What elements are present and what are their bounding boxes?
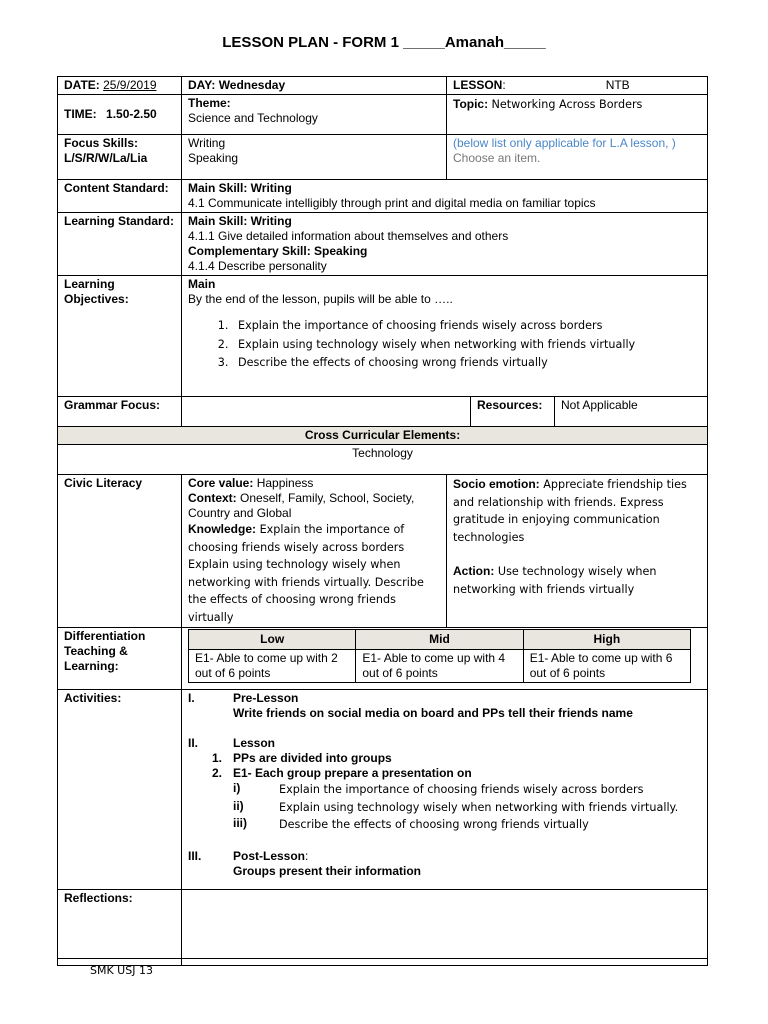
time-value: 1.50-2.50: [106, 107, 157, 121]
learning-standard-label: Learning Standard:: [58, 213, 182, 276]
day-value: Wednesday: [218, 78, 286, 92]
theme-value: Science and Technology: [188, 111, 318, 125]
resources-value: Not Applicable: [555, 397, 708, 427]
reflections-cell: [182, 890, 708, 966]
theme-cell: Theme: Science and Technology: [182, 95, 447, 135]
level-high-text: E1- Able to come up with 6 out of 6 points: [523, 650, 690, 683]
reflections-label: Reflections:: [58, 890, 182, 966]
focus-note: (below list only applicable for L.A lesson, ): [453, 136, 676, 150]
socio-emotion-cell: Socio emotion: Appreciate friendship ties and relationship with friends. Express gratitude in enjoying communication technologies Action: Use technology wisely when networking with friends virtually: [447, 475, 708, 628]
topic-cell: Topic: Networking Across Borders: [447, 95, 708, 135]
cce-value: Technology: [58, 445, 708, 475]
differentiation-label: Differentiation Teaching & Learning:: [58, 628, 182, 690]
level-mid-text: E1- Able to come up with 4 out of 6 points: [356, 650, 523, 683]
pre-lesson-text: Write friends on social media on board and PPs tell their friends name: [233, 706, 633, 720]
day-cell: DAY: Wednesday: [182, 77, 447, 95]
date-cell: DATE: 25/9/2019: [58, 77, 182, 95]
level-low-header: Low: [189, 630, 356, 650]
date-value: 25/9/2019: [103, 78, 157, 92]
cce-header: Cross Curricular Elements:: [58, 427, 708, 445]
learning-objectives-cell: Main By the end of the lesson, pupils will be able to ….. 1. Explain the importance of choosing friends wisely across borders 2. Explain using technology wisely when networking with friends virtually 3. Describe the effects of choosing wrong friends virtually: [182, 276, 708, 397]
list-item: 3. Describe the effects of choosing wrong friends virtually: [232, 354, 701, 373]
lesson-value: NTB: [605, 78, 630, 92]
lesson-plan-table: [57, 76, 708, 966]
content-standard-text: 4.1 Communicate intelligibly through print and digital media on familiar topics: [188, 196, 596, 210]
resources-label: Resources:: [471, 397, 555, 427]
learning-standard-cell: Main Skill: Writing 4.1.1 Give detailed information about themselves and others Complementary Skill: Speaking 4.1.4 Describe personality: [182, 213, 708, 276]
focus-label: Focus Skills: L/S/R/W/La/Lia: [58, 135, 182, 180]
footer-divider: [57, 958, 707, 959]
civic-literacy-label: Civic Literacy: [58, 475, 182, 628]
level-mid-header: Mid: [356, 630, 523, 650]
sub-item: Explain the importance of choosing friends wisely across borders: [279, 783, 644, 796]
differentiation-table: [188, 629, 691, 683]
differentiation-cell: [182, 628, 708, 690]
grammar-focus-label: Grammar Focus:: [58, 397, 182, 427]
footer-text: SMK USJ 13: [90, 964, 153, 977]
sub-item: Describe the effects of choosing wrong friends virtually: [279, 818, 589, 831]
page-title: LESSON PLAN - FORM 1 _____Amanah_____: [222, 34, 546, 51]
level-high-header: High: [523, 630, 690, 650]
content-standard-label: Content Standard:: [58, 180, 182, 213]
lesson-cell: LESSON: NTB: [447, 77, 708, 95]
civic-values-cell: Core value: Happiness Context: Oneself, Family, School, Society, Country and Global Knowledge: Explain the importance of choosing friends wisely across borders Explain using technology wisely when networking with friends virtually. Describe the effects of choosing wrong friends virtually: [182, 475, 447, 628]
level-low-text: E1- Able to come up with 2 out of 6 points: [189, 650, 356, 683]
learning-objectives-label: Learning Objectives:: [58, 276, 182, 397]
sub-item: Explain using technology wisely when networking with friends virtually.: [279, 800, 679, 814]
list-item: 1. Explain the importance of choosing friends wisely across borders: [232, 317, 701, 336]
time-cell: TIME: 1.50-2.50: [58, 95, 182, 135]
list-item: 2. Explain using technology wisely when networking with friends virtually: [232, 336, 701, 355]
focus-skills-cell: [182, 135, 447, 180]
topic-value: Networking Across Borders: [491, 98, 643, 111]
objectives-list: [188, 317, 701, 373]
content-standard-cell: Main Skill: Writing 4.1 Communicate intelligibly through print and digital media on familiar topics: [182, 180, 708, 213]
post-lesson-text: Groups present their information: [233, 863, 422, 878]
focus-note-cell: [447, 135, 708, 180]
choose-item-dropdown[interactable]: Choose an item.: [453, 151, 541, 165]
activities-label: Activities:: [58, 690, 182, 890]
focus-skill: Writing: [188, 136, 226, 150]
grammar-focus-value: [182, 397, 471, 427]
focus-skill: Speaking: [188, 151, 239, 165]
activities-cell: I. Pre-Lesson Write friends on social media on board and PPs tell their friends name II. Lesson 1. PPs are divided into groups 2. E1- Each group prepare a presentation on i) Explain the importance of choosing friends wisely across borders ii) Explain using technology wisely when networking with friends virtually. iii) Describe the effects of choosing wrong friends virtually III. Post-Lesson: Groups present their information: [182, 690, 708, 890]
